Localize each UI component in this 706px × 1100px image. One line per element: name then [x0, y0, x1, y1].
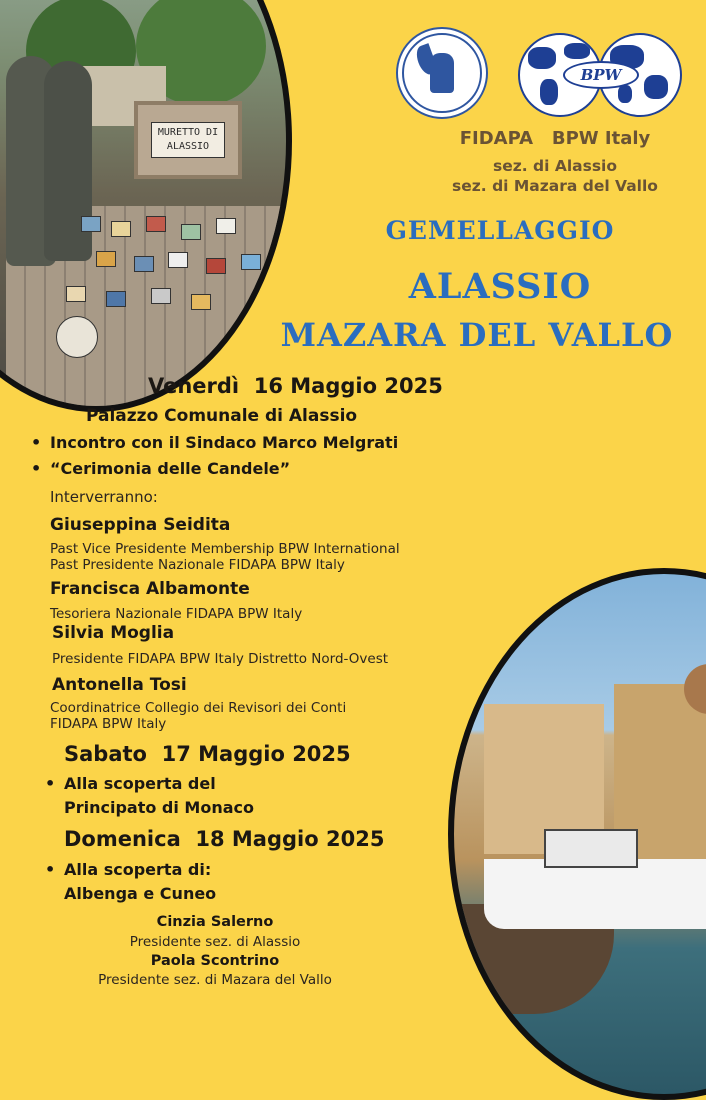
day1-item-mayor: • Incontro con il Sindaco Marco Melgrati: [50, 433, 398, 452]
speaker-role: Past Vice Presidente Membership BPW International: [50, 541, 400, 557]
speaker-role: Coordinatrice Collegio dei Revisori dei Conti: [50, 700, 347, 716]
fidapa-logo: [396, 27, 488, 119]
mazara-harbour-photo: [448, 568, 706, 1100]
signature-role: Presidente sez. di Mazara del Vallo: [98, 972, 332, 988]
sign-line-1: MURETTO DI: [157, 127, 219, 138]
speaker-role: Presidente FIDAPA BPW Italy Distretto Nord-Ovest: [52, 651, 389, 667]
section-alassio: sez. di Alassio: [492, 157, 618, 175]
speaker-role: FIDAPA BPW Italy: [50, 716, 167, 732]
signature-name: Paola Scontrino: [150, 953, 280, 969]
day1-item-candles: • “Cerimonia delle Candele”: [50, 459, 290, 478]
speaker-name: Antonella Tosi: [52, 675, 187, 695]
speaker-role: Past Presidente Nazionale FIDAPA BPW Italy: [50, 557, 345, 573]
signature-role: Presidente sez. di Alassio: [129, 934, 301, 950]
title-gemellaggio: GEMELLAGGIO: [385, 216, 615, 245]
bpw-logo-text: BPW: [563, 61, 639, 89]
title-mazara-del-vallo: MAZARA DEL VALLO: [280, 316, 674, 354]
muretto-sign: [134, 101, 242, 179]
bpw-logo: [518, 33, 680, 115]
title-alassio: ALASSIO: [408, 266, 592, 307]
day2-item-line2: Principato di Monaco: [64, 798, 255, 817]
day3-item-line2: Albenga e Cuneo: [64, 884, 217, 903]
day3-item-line1: • Alla scoperta di:: [64, 860, 211, 879]
speaker-role: Tesoriera Nazionale FIDAPA BPW Italy: [50, 606, 303, 622]
day3-date: Domenica 18 Maggio 2025: [64, 827, 385, 851]
section-mazara: sez. di Mazara del Vallo: [452, 177, 658, 195]
day1-date: Venerdì 16 Maggio 2025: [148, 374, 443, 398]
organization-line: FIDAPA BPW Italy: [459, 128, 651, 149]
day1-place: Palazzo Comunale di Alassio: [86, 406, 358, 426]
alassio-photo: [0, 0, 292, 412]
speaker-name: Silvia Moglia: [52, 623, 175, 643]
speakers-label: Interverranno:: [50, 488, 158, 506]
day2-date: Sabato 17 Maggio 2025: [64, 742, 351, 766]
speaker-name: Francisca Albamonte: [50, 579, 250, 599]
day2-item-line1: • Alla scoperta del: [64, 774, 216, 793]
signature-name: Cinzia Salerno: [156, 914, 274, 930]
sign-line-2: ALASSIO: [166, 141, 210, 152]
speaker-name: Giuseppina Seidita: [50, 515, 231, 535]
